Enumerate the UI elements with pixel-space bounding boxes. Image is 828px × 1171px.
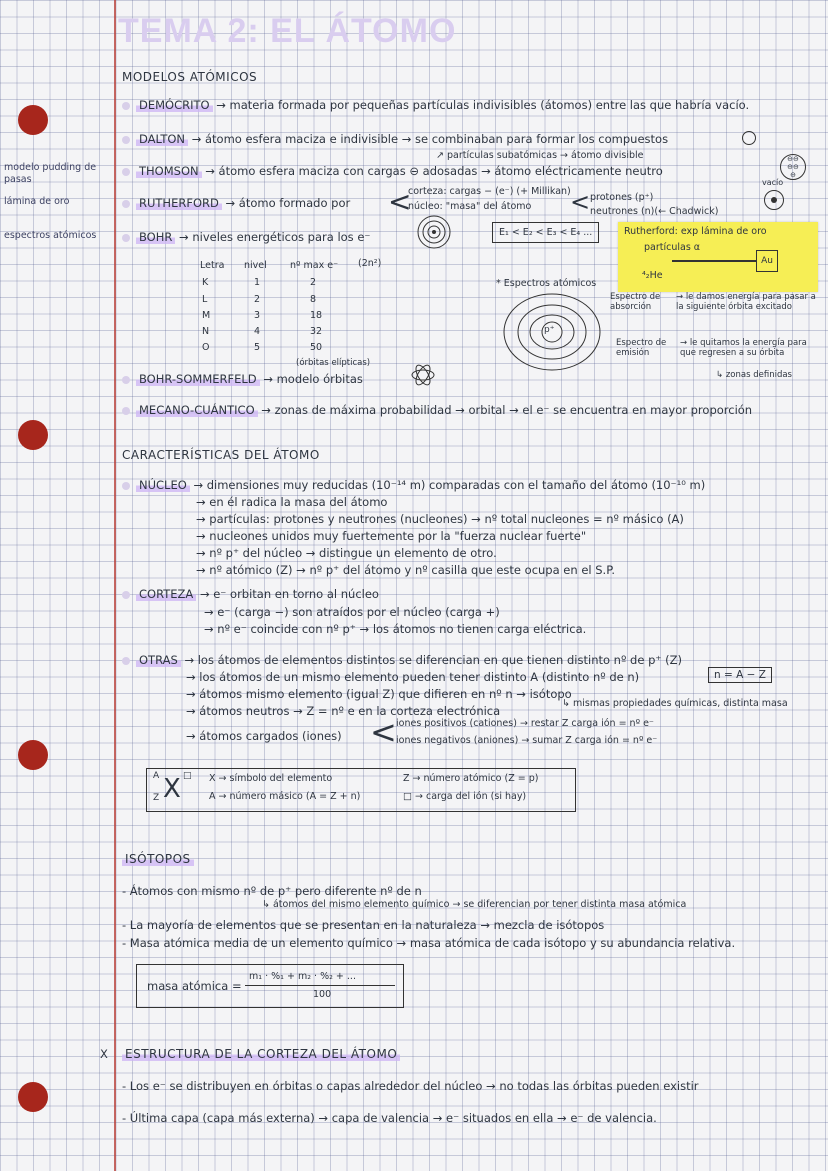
table-cell: M — [202, 310, 211, 321]
aniones-text: iones negativos (aniones) → sumar Z carga ión = nº e⁻ — [396, 735, 658, 746]
formula-denominator: 100 — [313, 989, 332, 1000]
thomson-note: ↗ partículas subatómicas → átomo divisible — [436, 150, 644, 161]
model-democrito: DEMÓCRITO → materia formada por pequeñas partículas indivisibles (átomos) entre las que habría vacío. — [122, 98, 749, 112]
model-mecano-cuantico: MECANO-CUÁNTICO → zonas de máxima probabilidad → orbital → el e⁻ se encuentra en mayor proporción — [122, 403, 752, 417]
table-cell: 3 — [254, 310, 261, 321]
sticky-he: ⁴₂He — [642, 270, 663, 281]
isotope-item: ↳ átomos del mismo elemento químico → se diferencian por tener distinta masa atómica — [262, 899, 687, 910]
table-cell: 2 — [254, 294, 261, 305]
margin-note: lámina de oro — [4, 196, 70, 207]
otras-item: → los átomos de un mismo elemento pueden tener distinto A (distinto nº de n) — [186, 670, 640, 684]
iones-label: → átomos cargados (iones) — [186, 729, 342, 743]
binder-hole — [18, 420, 48, 450]
rutherford-neutrones: neutrones (n)(← Chadwick) — [590, 206, 719, 217]
isotope-item: - La mayoría de elementos que se presentan en la naturaleza → mezcla de isótopos — [122, 918, 605, 932]
fraction-bar — [245, 985, 395, 986]
notation-def: X → símbolo del elemento — [209, 773, 333, 784]
emission-text: → le quitamos la energía para que regresen a su órbita — [680, 338, 807, 358]
section-heading: ISÓTOPOS — [122, 852, 194, 866]
table-cell: 50 — [310, 342, 323, 353]
rutherford-sticky-note — [618, 222, 818, 292]
page-title: TEMA 2: EL ÁTOMO — [118, 12, 457, 50]
nucleus-label: p⁺ — [544, 325, 555, 335]
model-bohr: BOHR → niveles energéticos para los e⁻ — [122, 230, 370, 244]
table-header: Letra — [200, 260, 225, 271]
table-cell: K — [202, 277, 209, 288]
otras-item: → átomos neutros → Z = nº e en la corteza electrónica — [186, 704, 501, 718]
nucleo-item: → nº p⁺ del núcleo → distingue un elemento de otro. — [196, 546, 497, 560]
otras-item: → átomos mismo elemento (igual Z) que difieren en nº n → isótopo — [186, 687, 572, 701]
model-dalton: DALTON → átomo esfera maciza e indivisible → se combinaban para formar los compuestos — [122, 132, 668, 146]
notation-def: A → número másico (A = Z + n) — [209, 791, 361, 802]
table-cell: O — [202, 342, 210, 353]
nucleo-title: NÚCLEO → dimensiones muy reducidas (10⁻¹⁴ m) comparadas con el tamaño del átomo (10⁻¹⁰ m) — [122, 478, 705, 492]
notation-symbol: X — [163, 774, 181, 804]
binder-hole — [18, 1082, 48, 1112]
table-cell: 18 — [310, 310, 323, 321]
table-cell: 32 — [310, 326, 323, 337]
model-bohr-sommerfeld: BOHR-SOMMERFELD → modelo órbitas — [122, 372, 363, 386]
brace-icon: < — [370, 713, 397, 751]
margin-line — [114, 0, 116, 1171]
corteza-item: → e⁻ (carga −) son atraídos por el núcleo (carga +) — [204, 605, 500, 619]
cross-mark: X — [100, 1047, 108, 1061]
formula-numerator: m₁ · %₁ + m₂ · %₂ + ... — [249, 971, 356, 982]
sommerfeld-atom-icon — [410, 362, 436, 388]
estructura-item: - Los e⁻ se distribuyen en órbitas o capas alrededor del núcleo → no todas las órbitas pueden existir — [122, 1079, 699, 1093]
table-header: nivel — [244, 260, 267, 271]
absorption-text: → le damos energía para pasar a la siguiente órbita excitado — [676, 292, 816, 312]
bohr-orbits-icon — [414, 214, 456, 250]
formula-box — [136, 964, 404, 1008]
arrow-line — [672, 260, 756, 262]
rutherford-nucleo: núcleo: "masa" del átomo — [408, 201, 532, 212]
table-header: (2n²) — [358, 258, 382, 269]
table-cell: 4 — [254, 326, 261, 337]
nucleo-item: → nº atómico (Z) → nº p⁺ del átomo y nº casilla que este ocupa en el S.P. — [196, 563, 616, 577]
section-heading: CARACTERÍSTICAS DEL ÁTOMO — [122, 448, 320, 462]
emission-label: Espectro de emisión — [616, 338, 667, 358]
section-heading: ESTRUCTURA DE LA CORTEZA DEL ÁTOMO — [122, 1047, 400, 1061]
pudding-model-icon: ⊖⊖ ⊖⊖ ⊖ — [780, 154, 806, 180]
notation-def: Z → número atómico (Z = p) — [403, 773, 539, 784]
notation-a: A — [153, 771, 160, 781]
rutherford-protones: protones (p⁺) — [590, 192, 654, 203]
orbitas-note: (órbitas elípticas) — [296, 358, 371, 368]
margin-note: espectros atómicos — [4, 230, 97, 241]
formula-label: masa atómica = — [147, 979, 242, 993]
cationes-text: iones positivos (cationes) → restar Z carga ión = nº e⁻ — [396, 718, 654, 729]
model-rutherford: RUTHERFORD → átomo formado por — [122, 196, 350, 210]
dalton-sphere-icon — [742, 131, 756, 145]
sticky-au: Au — [756, 250, 778, 272]
corteza-item: → nº e⁻ coincide con nº p⁺ → los átomos no tienen carga eléctrica. — [204, 622, 587, 636]
table-cell: N — [202, 326, 210, 337]
table-header: nº max e⁻ — [290, 260, 339, 271]
absorption-label: Espectro de absorción — [610, 292, 661, 312]
n-formula-box: n = A − Z — [708, 667, 772, 683]
table-cell: 1 — [254, 277, 261, 288]
section-heading: MODELOS ATÓMICOS — [122, 70, 258, 84]
rutherford-atom-icon — [764, 190, 784, 210]
estructura-item: - Última capa (capa más externa) → capa de valencia → e⁻ situados en ella → e⁻ de valencia. — [122, 1111, 657, 1125]
brace-icon: < — [388, 185, 412, 218]
otras-title: OTRAS → los átomos de elementos distintos se diferencian en que tienen distinto nº de p⁺ (Z) — [122, 653, 682, 667]
binder-hole — [18, 105, 48, 135]
model-thomson: THOMSON → átomo esfera maciza con cargas ⊖ adosadas → átomo eléctricamente neutro — [122, 164, 663, 178]
isotope-item: - Átomos con mismo nº de p⁺ pero diferente nº de n — [122, 884, 422, 898]
nucleo-item: → en él radica la masa del átomo — [196, 495, 388, 509]
notation-def: □ → carga del ión (si hay) — [403, 791, 527, 802]
energy-levels-box: E₁ < E₂ < E₃ < E₄ ... — [492, 222, 599, 243]
isotope-item: - Masa atómica media de un elemento químico → masa atómica de cada isótopo y su abundancia relativa. — [122, 936, 736, 950]
nucleo-item: → nucleones unidos muy fuertemente por la "fuerza nuclear fuerte" — [196, 529, 587, 543]
table-cell: 2 — [310, 277, 317, 288]
margin-note: modelo pudding de pasas — [4, 162, 97, 185]
notation-box — [146, 768, 576, 812]
notation-z: Z — [153, 793, 160, 803]
zonas-note: ↳ zonas definidas — [716, 370, 792, 380]
corteza-title: CORTEZA → e⁻ orbitan en torno al núcleo — [122, 587, 379, 601]
sticky-particles: partículas α — [644, 242, 701, 253]
sticky-title: Rutherford: exp lámina de oro — [624, 226, 767, 237]
isotope-note: ↳ mismas propiedades químicas, distinta masa — [562, 698, 788, 709]
binder-hole — [18, 740, 48, 770]
vacio-label: vacío — [762, 178, 784, 187]
brace-icon: < — [570, 188, 591, 216]
nucleo-item: → partículas: protones y neutrones (nucleones) → nº total nucleones = nº másico (A) — [196, 512, 684, 526]
table-cell: L — [202, 294, 208, 305]
table-cell: 5 — [254, 342, 261, 353]
table-cell: 8 — [310, 294, 317, 305]
espectros-title: * Espectros atómicos — [496, 278, 597, 289]
notation-charge: □ — [183, 771, 192, 781]
rutherford-corteza: corteza: cargas − (e⁻) (+ Millikan) — [408, 186, 571, 197]
